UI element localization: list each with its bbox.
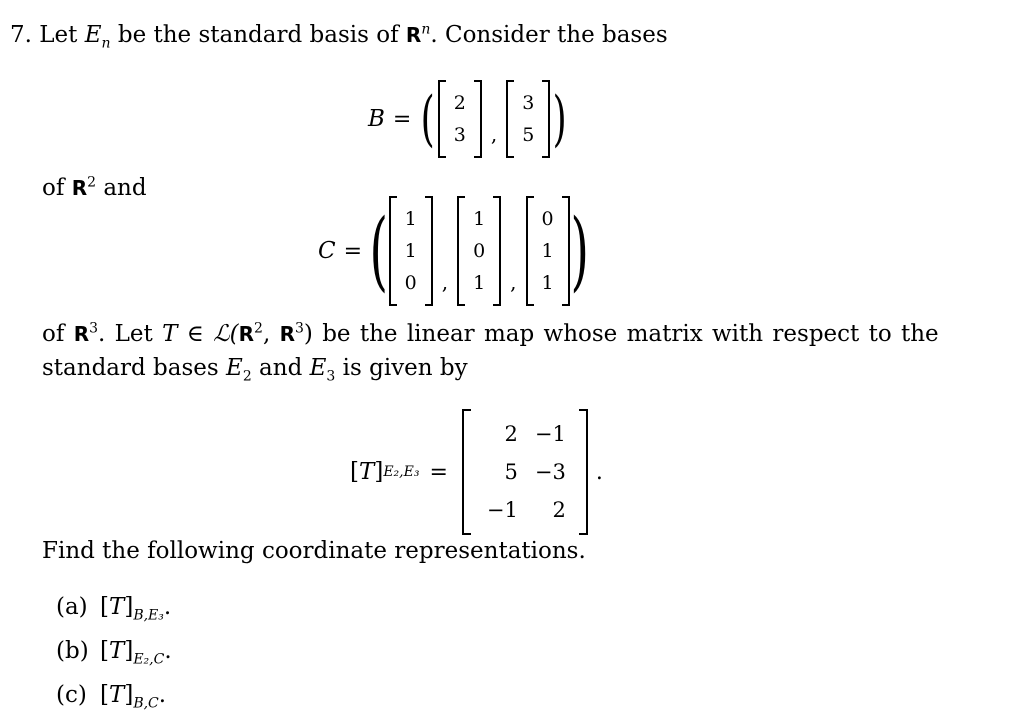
of-r2-text: of $R^2$ and: [42, 174, 147, 201]
problem-number: 7.: [10, 22, 32, 48]
basis-c-equation: C = ( 1 1 0 , 1 0 1 , 0 1 1 ): [318, 196, 586, 306]
problem-intro: 7. Let $E_n$ be the standard basis of $R^n$. Consider the bases: [10, 21, 668, 52]
linear-map-text-line1: of $R^3$. Let T ∈ $ℒ(R^2$, $R^3$) be the linear map whose matrix with respect to the: [42, 320, 939, 347]
part-c: (c) $[T]_{B,C}$.: [56, 682, 167, 712]
basis-c-vector-1: 1 1 0: [389, 196, 433, 306]
find-instruction: Find the following coordinate representations.: [42, 538, 586, 564]
basis-c-vector-3: 0 1 1: [526, 196, 570, 306]
basis-c-vector-2: 1 0 1: [457, 196, 501, 306]
basis-b-vector-1: 2 3: [438, 80, 482, 158]
part-b: (b) $[T]_{E_2,C}$.: [56, 638, 172, 668]
part-a: (a) $[T]_{B,E_3}$.: [56, 594, 172, 624]
basis-b-vector-2: 3 5: [506, 80, 550, 158]
t-matrix-equation: [ T ] E₂,E₃ = 2 −1 5 −3 −1 2 .: [350, 409, 603, 535]
linear-map-text-line2: standard bases $E_2$ and $E_3$ is given by: [42, 355, 468, 385]
t-matrix: 2 −1 5 −3 −1 2: [462, 409, 588, 535]
basis-b-equation: B = ( 2 3 , 3 5 ): [368, 80, 567, 158]
